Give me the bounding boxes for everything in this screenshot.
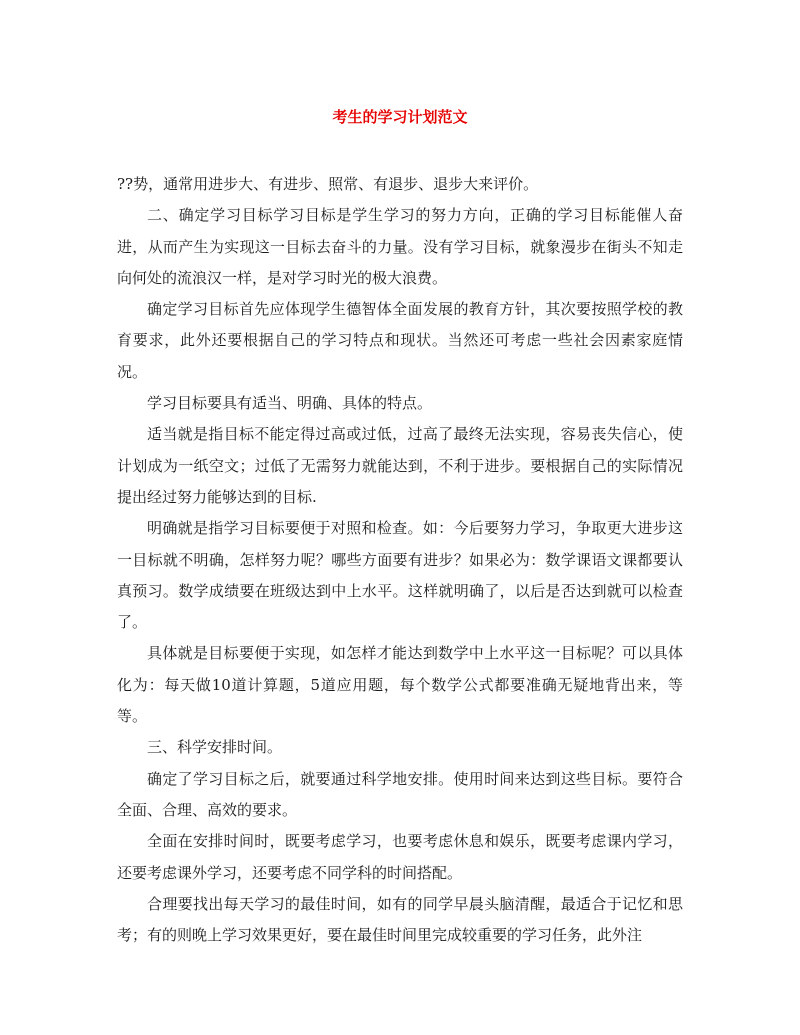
paragraph: 明确就是指学习目标要便于对照和检查。如：今后要努力学习，争取更大进步这一目标就不明确，怎样努力呢？哪些方面要有进步？如果必为：数学课语文课都要认真预习。数学成绩要在班级达到中上水平。这样就明确了，以后是否达到就可以检查了。 <box>117 519 683 632</box>
document-title: 考生的学习计划范文 <box>332 108 468 126</box>
paragraph: 合理要找出每天学习的最佳时间，如有的同学早晨头脑清醒，最适合于记忆和思考；有的则晚上学习效果更好，要在最佳时间里完成较重要的学习任务，此外注 <box>117 894 683 945</box>
paragraph: 全面在安排时间时，既要考虑学习，也要考虑休息和娱乐，既要考虑课内学习，还要考虑课外学习，还要考虑不同学科的时间搭配。 <box>117 832 683 882</box>
paragraph: 适当就是指目标不能定得过高或过低，过高了最终无法实现，容易丧失信心，使计划成为一纸空文；过低了无需努力就能达到，不利于进步。要根据自己的实际情况提出经过努力能够达到的目标. <box>117 425 683 506</box>
paragraph: 确定学习目标首先应体现学生德智体全面发展的教育方针，其次要按照学校的教育要求，此外还要根据自己的学习特点和现状。当然还可考虑一些社会因素家庭情况。 <box>117 300 683 381</box>
paragraph: ??势，通常用进步大、有进步、照常、有退步、退步大来评价。 <box>117 175 539 193</box>
paragraph: 具体就是目标要便于实现，如怎样才能达到数学中上水平这一目标呢？可以具体化为：每天做10道计算题，5道应用题，每个数学公式都要准确无疑地背出来，等等。 <box>117 644 683 726</box>
paragraph: 学习目标要具有适当、明确、具体的特点。 <box>147 394 433 413</box>
paragraph: 确定了学习目标之后，就要通过科学地安排。使用时间来达到这些目标。要符合全面、合理、高效的要求。 <box>117 769 683 819</box>
paragraph: 二、确定学习目标学习目标是学生学习的努力方向，正确的学习目标能催人奋进，从而产生为实现这一目标去奋斗的力量。没有学习目标，就象漫步在街头不知走向何处的流浪汉一样，是对学习时光的极大浪费。 <box>117 206 683 287</box>
document-body <box>117 169 683 951</box>
paragraph: 三、科学安排时间。 <box>147 738 283 757</box>
